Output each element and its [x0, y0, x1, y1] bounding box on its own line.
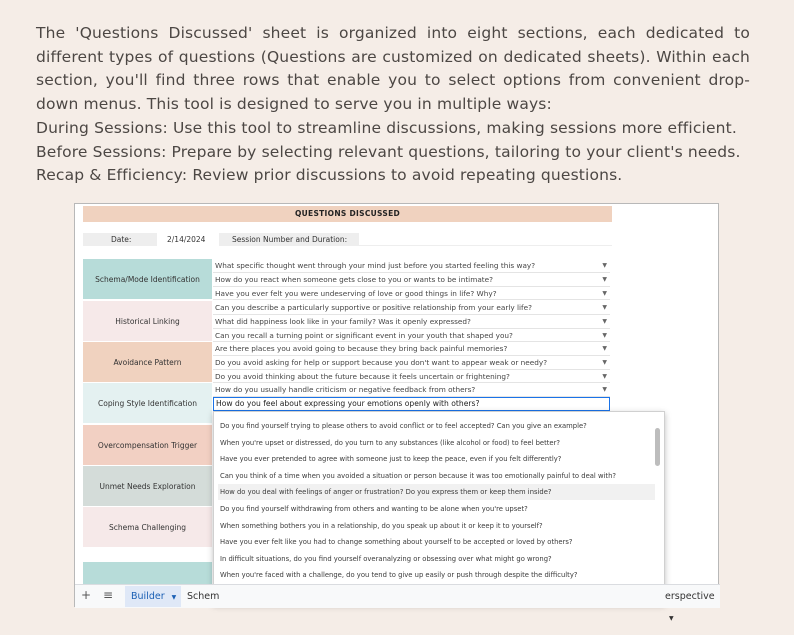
- question-text: Do you avoid asking for help or support because you don't want to appear weak or needy?: [215, 357, 548, 367]
- section-label: Schema/Mode Identification: [83, 259, 212, 299]
- question-cell[interactable]: [213, 315, 610, 329]
- dropdown-option[interactable]: Do you find yourself trying to please others to avoid conflict or to feel accepted? Can you give an example?: [220, 422, 587, 430]
- dropdown-option[interactable]: Do you find yourself withdrawing from others and wanting to be alone when you're upset?: [220, 505, 528, 513]
- session-label: Session Number and Duration:: [219, 233, 359, 246]
- question-text: Do you avoid thinking about the future because it feels uncertain or frightening?: [215, 371, 510, 381]
- question-text: Are there places you avoid going to because they bring back painful memories?: [215, 344, 508, 353]
- dropdown-option[interactable]: When something bothers you in a relationship, do you speak up about it or keep it to yourself?: [220, 521, 543, 530]
- dropdown-option[interactable]: When you're faced with a challenge, do you tend to give up easily or push through despite the difficulty?: [220, 571, 578, 580]
- tab-perspective-label: erspective: [665, 591, 715, 602]
- dropdown-option[interactable]: When you're upset or distressed, do you turn to any substances (like alcohol or food) to feel better?: [220, 438, 561, 447]
- dropdown-option[interactable]: Have you ever pretended to agree with someone just to keep the peace, even if you felt differently?: [220, 455, 562, 464]
- tab-schema[interactable]: Schem: [187, 591, 220, 602]
- question-cell[interactable]: [213, 356, 610, 370]
- dropdown-option[interactable]: Can you think of a time when you avoided a situation or person because it was too emotionally painful to deal with?: [220, 471, 616, 480]
- dropdown-arrow-icon[interactable]: ▼: [602, 289, 607, 297]
- question-text: How do you usually handle criticism or negative feedback from others?: [215, 385, 476, 394]
- section-label: Historical Linking: [83, 301, 212, 341]
- dropdown-option[interactable]: How do you deal with feelings of anger or frustration? Do you express them or keep them inside?: [218, 484, 655, 500]
- date-cell[interactable]: 2/14/2024: [159, 233, 209, 246]
- intro-line-before: Before Sessions: Prepare by selecting relevant questions, tailoring to your client's needs.: [36, 142, 741, 161]
- date-label: Date:: [83, 233, 157, 246]
- question-text: How do you react when someone gets close to you or wants to be intimate?: [215, 274, 494, 284]
- dropdown-arrow-icon[interactable]: ▼: [602, 345, 607, 352]
- tab-perspective[interactable]: [665, 586, 720, 622]
- question-text: Have you ever felt you were undeserving of love or good things in life? Why?: [215, 288, 497, 298]
- intro-text: [36, 22, 750, 188]
- intro-paragraph: The 'Questions Discussed' sheet is organized into eight sections, each dedicated to different types of questions (Questions are customized on dedicated sheets). Within each section, you'll find three rows that enable you to select options from convenient drop-down menus. This tool is designed to serve you in multiple ways:: [36, 24, 750, 114]
- question-cell[interactable]: [213, 329, 610, 343]
- dropdown-arrow-icon[interactable]: ▼: [602, 262, 607, 269]
- intro-line-recap: Recap & Efficiency: Review prior discussions to avoid repeating questions.: [36, 166, 623, 185]
- spreadsheet: [74, 203, 719, 622]
- active-question-cell[interactable]: [213, 397, 610, 411]
- dropdown-arrow-icon[interactable]: ▼: [602, 275, 607, 283]
- question-text: What specific thought went through your mind just before you started feeling this way?: [215, 261, 536, 270]
- section-label: Unmet Needs Exploration: [83, 466, 212, 506]
- dropdown-arrow-icon[interactable]: ▼: [602, 386, 607, 393]
- dropdown-arrow-icon[interactable]: ▼: [602, 372, 607, 380]
- question-cell[interactable]: [213, 383, 610, 397]
- dropdown-arrow-icon[interactable]: ▼: [602, 304, 607, 311]
- dropdown-option[interactable]: Have you ever felt like you had to change something about yourself to be accepted or loved by others?: [220, 538, 573, 547]
- section-label: Overcompensation Trigger: [83, 425, 212, 465]
- question-cell[interactable]: [213, 301, 610, 315]
- sheet-tab-bar: [75, 584, 720, 622]
- session-cell[interactable]: [359, 233, 612, 246]
- question-dropdown-menu[interactable]: [213, 411, 665, 604]
- question-text: What did happiness look like in your family? Was it openly expressed?: [215, 316, 471, 326]
- section-label: Coping Style Identification: [83, 383, 212, 423]
- dropdown-arrow-icon[interactable]: ▼: [602, 317, 607, 325]
- tab-builder-label: Builder: [131, 591, 165, 602]
- plus-icon[interactable]: +: [81, 588, 92, 602]
- dropdown-arrow-icon[interactable]: ▼: [602, 331, 607, 339]
- question-cell[interactable]: [213, 287, 610, 301]
- question-text: How do you feel about expressing your emotions openly with others?: [216, 398, 480, 408]
- chevron-down-icon: ▼: [171, 594, 177, 601]
- question-cell[interactable]: [213, 342, 610, 356]
- question-cell[interactable]: [213, 370, 610, 384]
- sheet-title: QUESTIONS DISCUSSED: [83, 206, 612, 222]
- dropdown-option[interactable]: In difficult situations, do you find yourself overanalyzing or obsessing over what might go wrong?: [220, 554, 552, 563]
- section-label-partial: [83, 562, 212, 584]
- question-cell[interactable]: [213, 273, 610, 287]
- question-cell[interactable]: [213, 259, 610, 273]
- hamburger-icon[interactable]: ≡: [103, 588, 114, 602]
- question-text: Can you recall a turning point or significant event in your youth that shaped you?: [215, 330, 513, 340]
- intro-line-during: During Sessions: Use this tool to streamline discussions, making sessions more efficient.: [36, 118, 737, 137]
- tab-builder[interactable]: [125, 586, 181, 607]
- question-text: Can you describe a particularly supportive or positive relationship from your early life?: [215, 303, 532, 312]
- section-label: Avoidance Pattern: [83, 342, 212, 382]
- dropdown-arrow-icon[interactable]: ▼: [602, 358, 607, 366]
- section-label: Schema Challenging: [83, 507, 212, 547]
- dropdown-scrollbar[interactable]: [655, 428, 660, 466]
- chevron-down-icon: ▼: [669, 615, 674, 622]
